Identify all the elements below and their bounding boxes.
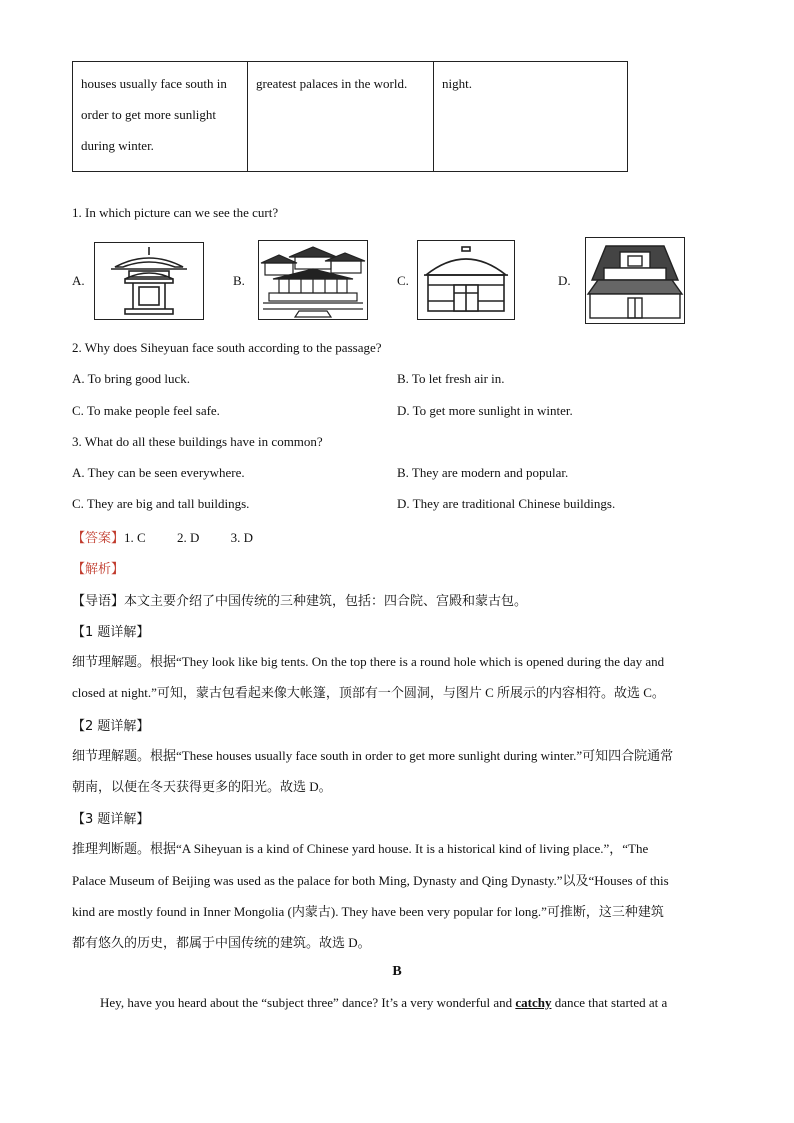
q2-option-a[interactable]: A. To bring good luck. — [72, 371, 191, 386]
detail-3-line: 都有悠久的历史，都属于中国传统的建筑。故选 D。 — [72, 935, 371, 950]
question-1: 1. In which picture can we see the curt? — [72, 205, 279, 220]
detail-2-line: 细节理解题。根据“These houses usually face south in order to get more sunlight during winter.”可知四合院通常 — [72, 748, 674, 763]
section-heading: B — [392, 964, 402, 979]
cell-line: order to get more sunlight — [81, 107, 217, 122]
q3-option-c[interactable]: C. They are big and tall buildings. — [72, 496, 250, 511]
table-cell-1 — [73, 62, 248, 172]
q3-option-a[interactable]: A. They can be seen everywhere. — [72, 465, 245, 480]
detail-1-line: closed at night.”可知，蒙古包看起来像大帐篷，顶部有一个圆洞，与图片 C 所展示的内容相符。故选 C。 — [72, 685, 665, 700]
pavilion-picture[interactable] — [94, 242, 204, 320]
cell-line: houses usually face south in — [81, 76, 227, 91]
palace-picture[interactable] — [258, 240, 368, 320]
cell-line: night. — [442, 76, 472, 91]
courtyard-picture[interactable] — [585, 237, 685, 324]
detail-3-line: 推理判断题。根据“A Siheyuan is a kind of Chinese yard house. It is a historical kind of living place.”，“The — [72, 841, 649, 856]
option-d-label[interactable]: D. — [558, 273, 571, 288]
passage-text: dance that started at a — [551, 995, 668, 1010]
passage-table — [72, 61, 628, 172]
table-cell-3 — [434, 62, 628, 172]
analysis-label: 【解析】 — [72, 562, 125, 577]
answer-item: 2. D — [176, 530, 200, 545]
detail-3-label: 【3 题详解】 — [72, 812, 150, 827]
question-3: 3. What do all these buildings have in common? — [72, 434, 323, 449]
question-2: 2. Why does Siheyuan face south according to the passage? — [72, 340, 382, 355]
option-a-label[interactable]: A. — [72, 273, 85, 288]
q3-option-b[interactable]: B. They are modern and popular. — [397, 465, 569, 480]
option-c-label[interactable]: C. — [397, 273, 409, 288]
detail-3-line: Palace Museum of Beijing was used as the palace for both Ming, Dynasty and Qing Dynasty.”以及“Houses of this — [72, 873, 669, 888]
q3-option-d[interactable]: D. They are traditional Chinese buildings. — [397, 496, 616, 511]
yurt-picture[interactable] — [417, 240, 515, 320]
option-b-label[interactable]: B. — [233, 273, 245, 288]
answer-label: 【答案】 — [72, 531, 125, 546]
intro-line — [72, 590, 527, 609]
answer-item: 1. C — [124, 530, 146, 545]
detail-1-line: 细节理解题。根据“They look like big tents. On the top there is a round hole which is opened during the day and — [72, 654, 665, 669]
intro-text: 本文主要介绍了中国传统的三种建筑，包括：四合院、宫殿和蒙古包。 — [124, 594, 528, 609]
passage-text: Hey, have you heard about the “subject three” dance? It’s a very wonderful and — [100, 995, 516, 1010]
table-cell-2 — [248, 62, 434, 172]
detail-1-label: 【1 题详解】 — [72, 625, 150, 640]
highlighted-word: catchy — [515, 995, 552, 1010]
detail-2-label: 【2 题详解】 — [72, 719, 150, 734]
q2-option-b[interactable]: B. To let fresh air in. — [397, 371, 505, 386]
answer-item: 3. D — [230, 530, 253, 545]
passage-b-line — [100, 995, 667, 1011]
intro-label: 【导语】 — [72, 594, 125, 609]
answer-line — [72, 527, 253, 546]
q2-option-d[interactable]: D. To get more sunlight in winter. — [397, 403, 573, 418]
cell-line: during winter. — [81, 138, 154, 153]
detail-2-line: 朝南，以便在冬天获得更多的阳光。故选 D。 — [72, 779, 332, 794]
detail-3-line: kind are mostly found in Inner Mongolia (内蒙古). They have been very popular for long.”可推断，这三种建筑 — [72, 904, 664, 919]
q2-option-c[interactable]: C. To make people feel safe. — [72, 403, 220, 418]
cell-line: greatest palaces in the world. — [256, 76, 408, 91]
